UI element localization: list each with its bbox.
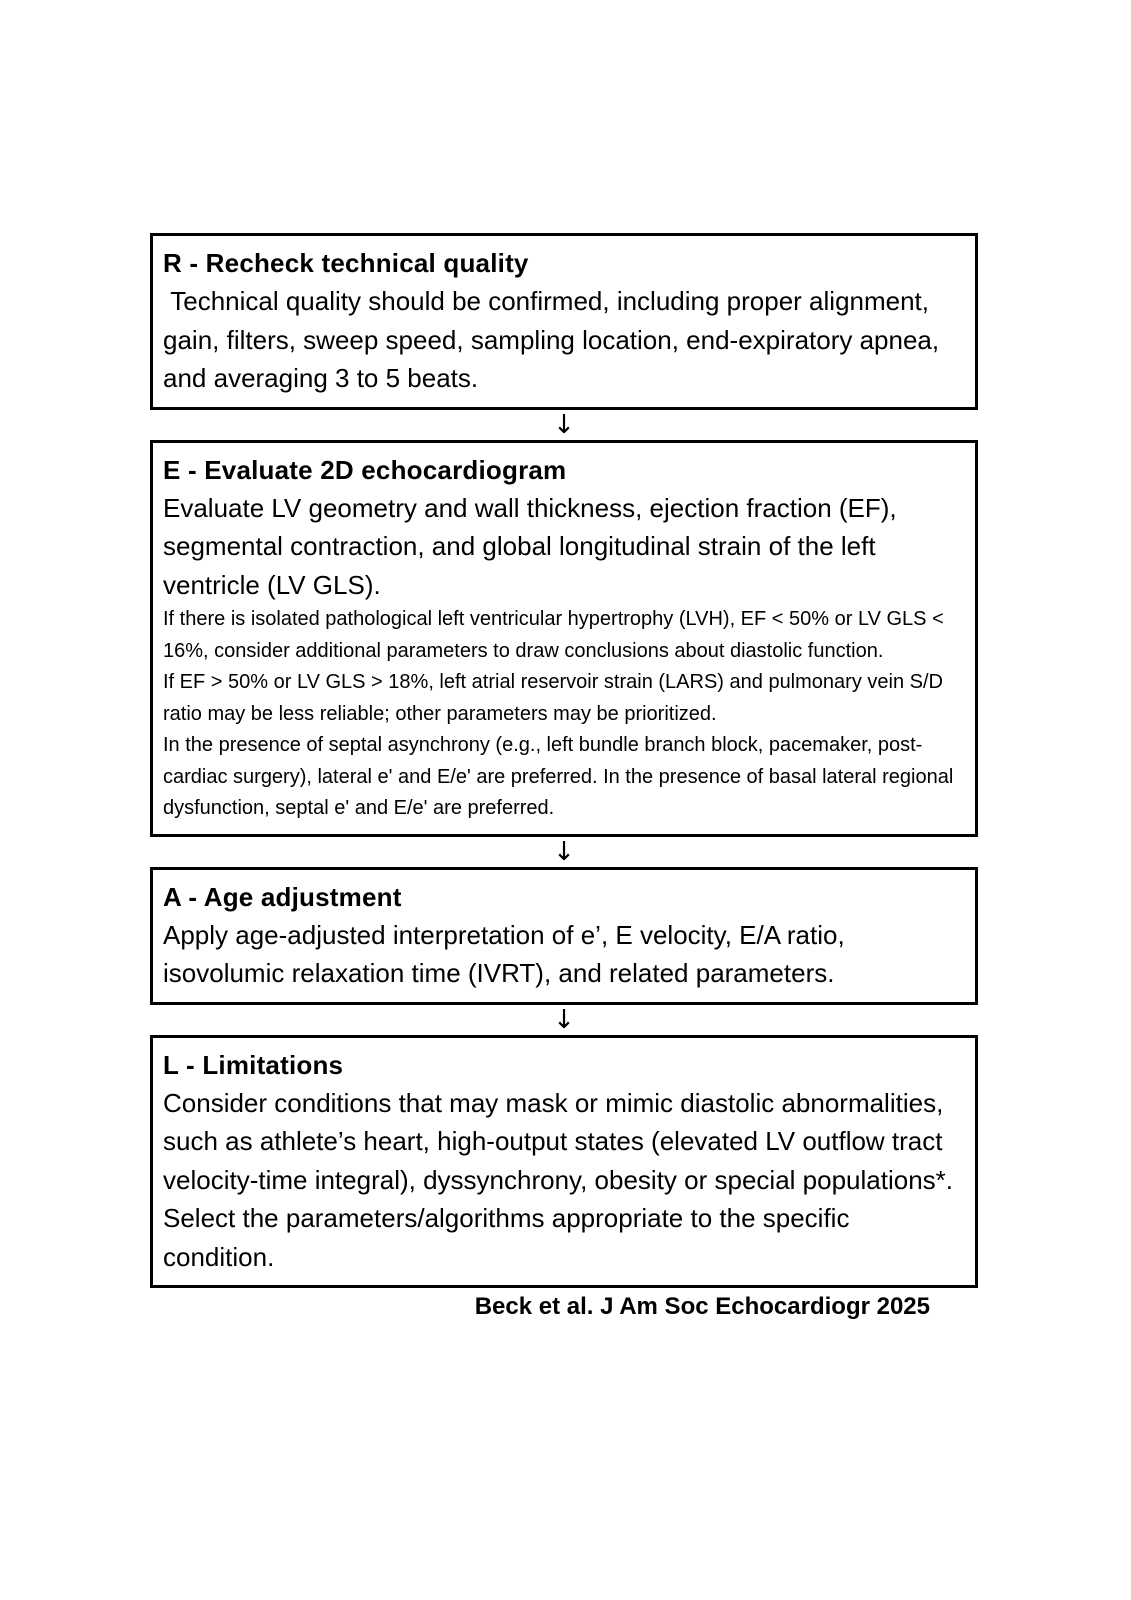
flow-arrow-1 — [150, 410, 978, 440]
box-age-title: A - Age adjustment — [163, 881, 402, 912]
flow-arrow-2 — [150, 837, 978, 867]
box-limitations-select: Select the parameters/algorithms appropriate to the specific condition. — [163, 1203, 857, 1272]
rela-flowchart — [150, 233, 978, 1321]
box-evaluate-2d-echocardiogram — [150, 440, 978, 837]
flow-arrow-3 — [150, 1005, 978, 1035]
down-arrow-icon: ↓ — [553, 836, 575, 867]
box-limitations — [150, 1035, 978, 1289]
citation-row — [150, 1293, 978, 1321]
box-age-adjustment — [150, 867, 978, 1005]
citation-text: Beck et al. J Am Soc Echocardiogr 2025 — [474, 1293, 930, 1320]
box-age-body: Apply age-adjusted interpretation of e’, E velocity, E/A ratio, isovolumic relaxation time (IVRT), and related parameters. — [163, 919, 852, 988]
box-evaluate-note-septal: In the presence of septal asynchrony (e.g., left bundle branch block, pacemaker, post-cardiac surgery), lateral e' and E/e' are preferred. In the presence of basal lateral regional dysfunction, septal e' and E/e' are preferred. — [163, 734, 959, 819]
box-recheck-technical-quality — [150, 233, 978, 410]
box-limitations-body: Consider conditions that may mask or mimic diastolic abnormalities, such as athlete’s heart, high-output states (elevated LV outflow tract velocity-time integral), dyssynchrony, obesity or special populations*. — [163, 1087, 953, 1195]
box-evaluate-note-lvh: If there is isolated pathological left ventricular hypertrophy (LVH), EF < 50% or LV GLS < 16%, consider additional parameters to draw conclusions about diastolic function. — [163, 608, 950, 662]
box-recheck-body: Technical quality should be confirmed, including proper alignment, gain, filters, sweep speed, sampling location, end-expiratory apnea, and averaging 3 to 5 beats. — [163, 286, 947, 393]
box-limitations-title: L - Limitations — [163, 1049, 344, 1080]
box-recheck-title: R - Recheck technical quality — [163, 248, 529, 278]
box-evaluate-body: Evaluate LV geometry and wall thickness, ejection fraction (EF), segmental contraction, and global longitudinal strain of the left ventricle (LV GLS). — [163, 492, 904, 600]
box-evaluate-note-ef: If EF > 50% or LV GLS > 18%, left atrial reservoir strain (LARS) and pulmonary vein S/D ratio may be less reliable; other parameters may be prioritized. — [163, 671, 949, 725]
box-evaluate-title: E - Evaluate 2D echocardiogram — [163, 454, 567, 485]
down-arrow-icon: ↓ — [553, 1004, 575, 1035]
down-arrow-icon: ↓ — [553, 409, 575, 440]
